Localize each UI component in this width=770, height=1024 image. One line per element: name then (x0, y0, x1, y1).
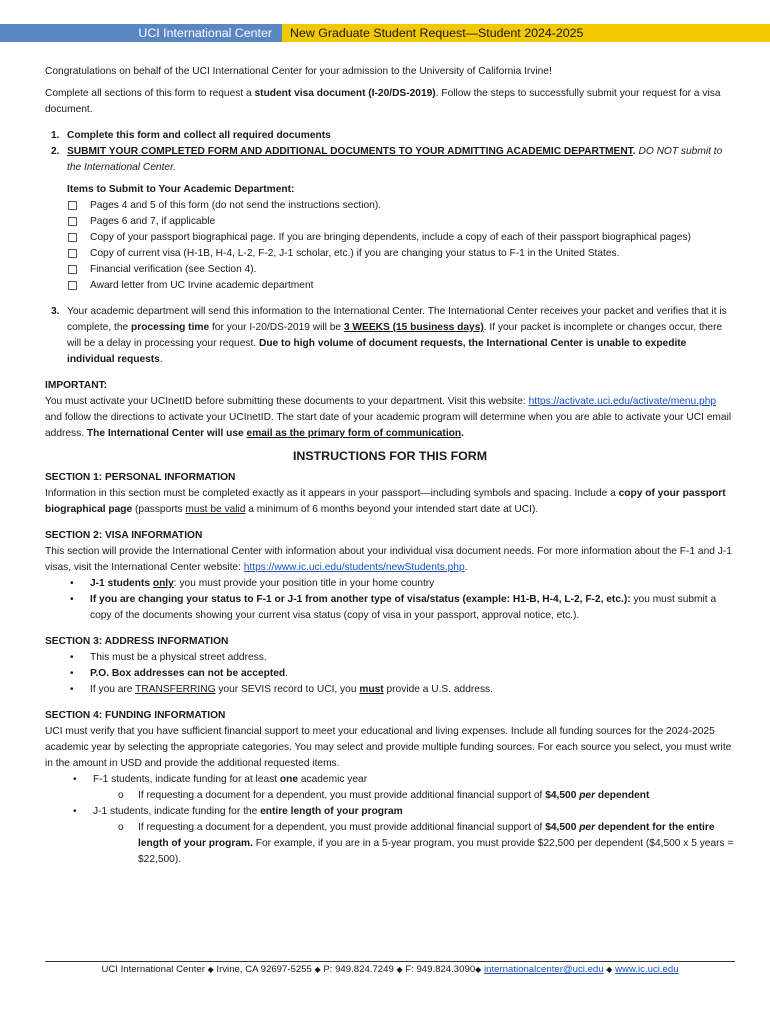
checklist-item[interactable] (45, 198, 735, 214)
circle-bullet-icon: o (118, 822, 124, 833)
step-number: 3. (51, 306, 60, 317)
footer-website-link[interactable]: www.ic.uci.edu (615, 964, 679, 975)
new-students-link[interactable]: https://www.ic.uci.edu/students/newStudents.php (243, 562, 465, 573)
list-item (45, 682, 735, 698)
step-3-duration: 3 WEEKS (15 business days) (343, 322, 484, 333)
checklist-label: Copy of your passport biographical page. If you are bringing dependents, include a copy of each of their passport biographical pages) (90, 232, 691, 243)
s4-j1-sub-example: For example, if you are in a 5-year program, you must provide $22,500 per dependent ($4,500 x 5 years = $22,500). (138, 838, 734, 865)
s3-bul3-text: provide a U.S. address. (383, 684, 493, 695)
bullet-icon: • (73, 774, 77, 785)
s4-f1-sub-amount: $4,500 (545, 790, 580, 801)
checklist-item[interactable] (45, 230, 735, 246)
page-footer (45, 961, 735, 977)
checkbox-icon[interactable] (68, 249, 77, 258)
step-2 (45, 144, 735, 176)
s3-bul3-text: your SEVIS record to UCI, you (215, 684, 360, 695)
s4-f1-text: F-1 students, indicate funding for at least (93, 774, 280, 785)
s2-bul2-text: you must submit a copy of the documents showing your current visa status (copy of visa in your passport, approval notice, etc.). (90, 594, 717, 621)
document-body (45, 64, 735, 868)
s3-bul2: P.O. Box addresses can not be accepted (90, 668, 286, 679)
diamond-icon: ◆ (606, 965, 613, 974)
checkbox-icon[interactable] (68, 233, 77, 242)
intro-paragraph (45, 86, 735, 118)
list-item (45, 592, 735, 624)
bullet-icon: • (70, 652, 74, 663)
s4-f1-text: academic year (298, 774, 368, 785)
step-3-text: for your I-20/DS-2019 will be (209, 322, 344, 333)
footer-fax: F: 949.824.3090 (402, 964, 476, 975)
important-title-text: IMPORTANT: (45, 380, 108, 391)
list-item (45, 576, 735, 592)
intro-text-end: . Follow the steps to successfully submit your request for a visa document. (45, 88, 721, 115)
diamond-icon: ◆ (396, 965, 403, 974)
step-2-text: SUBMIT YOUR COMPLETED FORM AND ADDITIONAL DOCUMENTS TO YOUR ADMITTING ACADEMIC DEPARTMENT (67, 146, 633, 157)
diamond-icon: ◆ (314, 965, 321, 974)
step-number: 1. (51, 130, 60, 141)
bullet-icon: • (70, 578, 74, 589)
checklist-label: Pages 4 and 5 of this form (do not send the instructions section). (90, 200, 382, 211)
section-1-title: SECTION 1: PERSONAL INFORMATION (45, 472, 236, 483)
s4-f1-sub-per: per (579, 790, 596, 801)
step-3-text: Your academic department will send this information to the International Center. The International Center receives your packet and verifies that it is complete, the (67, 306, 727, 333)
step-3-bold-note: Due to high volume of document requests, the International Center is unable to expedite individual requests (67, 338, 687, 365)
step-1 (45, 128, 735, 144)
sub-list-item (45, 788, 735, 804)
items-title-text: Items to Submit to Your Academic Department: (67, 184, 295, 195)
activate-link[interactable]: https://activate.uci.edu/activate/menu.php (528, 396, 717, 407)
s2-bul2-bold: If you are changing your status to F-1 or J-1 from another type of visa/status (example: H1-B, H-4, L-2, F-2, etc.): (90, 594, 631, 605)
step-3-period: . (159, 354, 163, 365)
list-item (45, 772, 735, 788)
header-form-title: New Graduate Student Request—Student 2024-2025 (282, 24, 770, 42)
footer-email-link[interactable]: internationalcenter@uci.edu (483, 964, 604, 975)
s4-j1-sub-dependent: dependent for the entire length of your program. (138, 822, 715, 849)
step-1-text: Complete this form and collect all required documents (67, 130, 331, 141)
sub-list-item (45, 820, 735, 868)
checkbox-icon[interactable] (68, 201, 77, 210)
checklist-item[interactable] (45, 214, 735, 230)
important-paragraph (45, 394, 735, 442)
s1-bold: copy of your passport biographical page (45, 488, 726, 515)
page-header (0, 24, 770, 42)
important-text: You must activate your UCInetID before submitting these documents to your department. Visit this website: (45, 396, 529, 407)
important-text: and follow the directions to activate your UCInetID. The start date of your academic program will determine when you are able to activate your UCI email address. (45, 412, 732, 439)
bullet-icon: • (73, 806, 77, 817)
checklist-item[interactable] (45, 262, 735, 278)
important-title (45, 378, 735, 394)
s4-f1-bold: one (279, 774, 299, 785)
s3-bul3-text: If you are (90, 684, 136, 695)
bullet-icon: • (70, 684, 74, 695)
items-title (45, 182, 735, 198)
s2-bul1-text: : you must provide your position title in your home country (173, 578, 435, 589)
diamond-icon: ◆ (207, 965, 214, 974)
footer-org: UCI International Center (101, 964, 208, 975)
important-period: . (461, 428, 464, 439)
s1-text: Information in this section must be completed exactly as it appears in your passport—including symbols and spacing. Include a (45, 488, 619, 499)
checkbox-icon[interactable] (68, 265, 77, 274)
s3-bul3-transferring: TRANSFERRING (135, 684, 216, 695)
checklist-label: Copy of current visa (H-1B, H-4, L-2, F-2, J-1 scholar, etc.) if you are changing your status to F-1 in the United States. (90, 248, 620, 259)
s2-bul1-only: only (152, 578, 174, 589)
step-3-text: . If your packet is incomplete or changes occur, there will be a delay in processing your request. (67, 322, 723, 349)
important-bold: The International Center will use (86, 428, 247, 439)
bullet-icon: • (70, 594, 74, 605)
s1-underline: must be valid (185, 504, 246, 515)
list-item (45, 650, 735, 666)
s4-j1-sub-per: per (579, 822, 596, 833)
section-2-title: SECTION 2: VISA INFORMATION (45, 530, 203, 541)
section-1-text (45, 486, 735, 518)
s4-f1-sub-dependent: dependent (595, 790, 650, 801)
circle-bullet-icon: o (118, 790, 124, 801)
checklist-label: Financial verification (see Section 4). (90, 264, 257, 275)
header-org-name: UCI International Center (0, 24, 282, 42)
s2-period: . (464, 562, 468, 573)
section-2-text (45, 544, 735, 576)
diamond-icon: ◆ (475, 965, 482, 974)
intro-text: Complete all sections of this form to request a (45, 88, 255, 99)
s4-j1-sub-amount: $4,500 (545, 822, 580, 833)
step-3 (45, 304, 735, 368)
section-4-title: SECTION 4: FUNDING INFORMATION (45, 710, 226, 721)
checklist-label: Pages 6 and 7, if applicable (90, 216, 216, 227)
s2-bul1-bold: J-1 students (90, 578, 153, 589)
checklist-label: Award letter from UC Irvine academic department (90, 280, 314, 291)
bullet-icon: • (70, 668, 74, 679)
list-item (45, 666, 735, 682)
s3-bul2-period: . (285, 668, 288, 679)
step-2-note: DO NOT submit to the International Center. (67, 146, 723, 173)
s3-bul3-must: must (359, 684, 384, 695)
footer-address: Irvine, CA 92697-5255 (213, 964, 315, 975)
checkbox-icon[interactable] (68, 217, 77, 226)
s2-text: This section will provide the International Center with information about your individual visa document needs. For more information about the F-1 and J-1 visas, visit the International Center website: (45, 546, 732, 573)
section-3-title: SECTION 3: ADDRESS INFORMATION (45, 636, 229, 647)
s4-f1-sub-text: If requesting a document for a dependent, you must provide additional financial support of (138, 790, 546, 801)
step-2-period: . (632, 146, 636, 157)
instructions-title: INSTRUCTIONS FOR THIS FORM (292, 449, 488, 463)
intro-bold: student visa document (I-20/DS-2019) (254, 88, 436, 99)
checkbox-icon[interactable] (68, 281, 77, 290)
s1-text: a minimum of 6 months beyond your intended start date at UCI). (245, 504, 539, 515)
section-4-text: UCI must verify that you have sufficient financial support to meet your educational and living expenses. Include all funding sources for the 2024-2025 academic year by selecting the appropriate categories. You may select and provide multiple funding sources. For each source you select, you must write in the amount in USD and provide the additional requested items. (45, 726, 732, 769)
list-item (45, 804, 735, 820)
s4-j1-bold: entire length of your program (260, 806, 403, 817)
step-3-bold: processing time (131, 322, 210, 333)
congrats-text: Congratulations on behalf of the UCI International Center for your admission to the University of California Irvine! (45, 66, 552, 77)
s3-bul1: This must be a physical street address. (90, 652, 267, 663)
footer-phone: P: 949.824.7249 (320, 964, 397, 975)
s4-j1-text: J-1 students, indicate funding for the (93, 806, 261, 817)
step-number: 2. (51, 146, 60, 157)
checklist-item[interactable] (45, 278, 735, 294)
important-email-note: email as the primary form of communication (246, 428, 462, 439)
s1-text: (passports (132, 504, 186, 515)
checklist-item[interactable] (45, 246, 735, 262)
s4-j1-sub-text: If requesting a document for a dependent, you must provide additional financial support of (138, 822, 546, 833)
